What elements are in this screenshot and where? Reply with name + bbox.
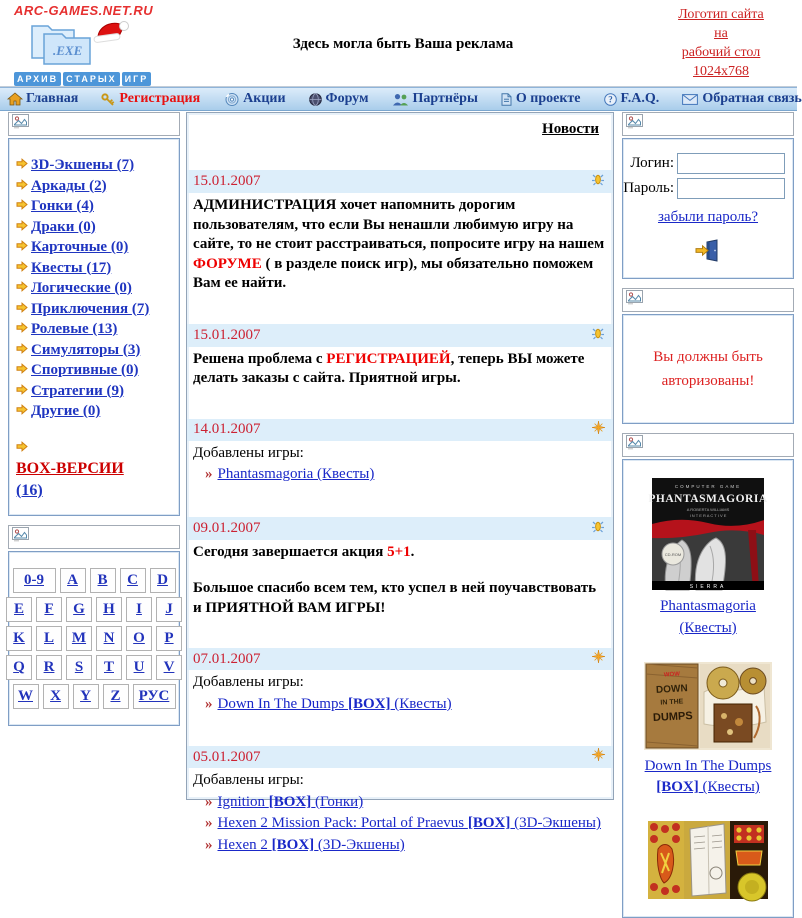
alphabet-cell [133,684,176,709]
broken-image-icon [626,435,643,455]
login-door-icon[interactable] [695,240,721,262]
folders-exe-logo-image [20,18,184,68]
news-item [187,648,613,718]
arrow-icon [16,218,28,238]
alphabet-cell [150,568,176,593]
news-text [193,771,605,791]
santa-hat-icon [94,22,129,43]
category-count: (4) [76,198,94,214]
featured-game [625,807,791,913]
alphabet-link[interactable]: E [13,601,24,618]
categories-box-header [8,112,180,136]
alphabet-row [13,597,175,622]
partners-icon [392,93,409,106]
alphabet-link[interactable]: I [136,601,142,618]
left-sidebar [8,112,180,800]
category-count: (7) [116,157,135,173]
alphabet-link[interactable]: O [133,630,145,647]
alphabet-cell [126,597,152,622]
alphabet-link[interactable]: D [157,572,168,589]
tagline-word: ИГР [122,72,152,86]
svg-text:PHANTASMAGORIA: PHANTASMAGORIA [648,493,768,505]
game-link-line [205,814,605,834]
box-versions-link[interactable] [16,460,124,499]
desktop-logo-line: 1024x768 [693,63,749,79]
news-date: 15.01.2007 [193,326,261,343]
star-icon [592,421,605,439]
main-nav [0,87,802,111]
lamp-icon [591,519,605,538]
alphabet-link[interactable]: R [43,659,55,676]
broken-image-icon [12,527,29,547]
text-segment: Добавлены игры: [193,772,304,789]
right-sidebar [622,112,794,800]
alphabet-cell [156,597,182,622]
news-column [186,112,614,853]
game-link[interactable] [218,696,452,712]
home-icon [8,93,22,106]
text-segment: Hexen 2 Mission Pack: Portal of Praevus [217,815,468,832]
mail-icon [682,94,698,105]
category-item [16,238,175,258]
alphabet-link[interactable]: РУС [138,688,170,705]
category-item [16,218,175,238]
site-logo[interactable] [14,3,184,87]
svg-text:A ROBERTA WILLIAMS: A ROBERTA WILLIAMS [686,507,730,512]
text-segment: Ignition [217,793,269,810]
arrow-icon [16,197,28,217]
news-text [193,196,605,294]
category-count: (9) [106,382,125,399]
alphabet-cell [36,655,62,680]
alphabet-link[interactable]: U [133,659,145,676]
game-link-line [205,465,605,485]
categories-panel [8,138,180,516]
category-item [16,156,175,176]
alphabet-cell [90,568,116,593]
game-link[interactable] [218,466,375,482]
alphabet-cell [66,597,92,622]
alphabet-cell [126,626,152,651]
cd-icon [223,93,239,106]
bullet-icon: » [205,836,213,853]
category-item [16,361,175,381]
alphabet-cell [120,568,146,593]
alphabet-cell [6,626,32,651]
lamp-icon [591,172,605,191]
category-link[interactable]: Спортивные (0) [31,362,139,378]
svg-text:I N T E R A C T I V E: I N T E R A C T I V E [689,513,727,518]
svg-text:SIERRA: SIERRA [689,584,727,590]
broken-image-icon [12,114,29,134]
arrow-icon [16,177,28,197]
phantasmagoria-cover-image[interactable] [629,478,787,590]
alphabet-cell [6,597,32,622]
game-link-line [205,793,605,813]
alphabet-link[interactable]: 0-9 [24,572,44,589]
news-date: 14.01.2007 [193,421,261,437]
news-text [193,543,605,563]
text-segment: Hexen 2 [217,836,272,853]
content-columns [0,112,797,853]
document-icon [501,93,512,106]
desktop-logo-line: Логотип сайта [678,7,764,22]
password-row [623,178,785,199]
alphabet-link[interactable]: Q [13,659,25,676]
nav-item-partners[interactable] [392,91,478,107]
alphabet-row [13,568,175,593]
text-segment: ( в разделе поиск игр), мы обязательно поможем Вам ее найти. [193,255,594,291]
category-link[interactable]: Гонки (4) [31,198,94,214]
alphabet-link[interactable]: J [165,601,173,618]
text-segment: [BOX] [348,695,391,712]
svg-text:COMPUTER GAME: COMPUTER GAME [674,484,742,489]
category-item [16,382,175,402]
nav-item-faq[interactable] [604,91,660,107]
text-segment: (Квесты) [390,695,452,712]
login-box-header [622,112,794,136]
category-count: (0) [114,280,132,296]
ad-banner-text: Здесь могла быть Ваша реклама [292,36,514,52]
forgot-password-link[interactable]: забыли пароль? [657,209,759,225]
category-link[interactable]: Стратегии (9) [31,382,125,399]
alphabet-cell [156,626,182,651]
alphabet-link[interactable]: F [44,601,54,618]
broken-image-icon [626,114,643,134]
alphabet-cell [13,568,56,593]
alphabet-cell [66,626,92,651]
svg-text:?: ? [607,94,613,105]
category-link[interactable]: 3D-Экшены (7) [31,157,135,173]
text-segment: (Гонки) [311,793,364,810]
tagline-word: АРХИВ [14,72,61,86]
desktop-logo-link[interactable] [663,6,779,82]
alphabet-link[interactable]: P [164,630,174,647]
text-segment: [BOX] [656,779,699,796]
arrow-icon [16,437,28,459]
news-date-bar [187,746,613,768]
alphabet-link[interactable]: C [127,572,138,589]
bullet-icon: » [205,815,213,832]
alphabet-link[interactable]: L [43,630,54,647]
arrow-icon [16,259,28,279]
broken-image-icon [626,290,643,310]
nav-item-registration[interactable] [101,91,200,107]
text-segment: Добавлены игры: [193,674,304,691]
category-link[interactable]: Симуляторы (3) [31,341,141,358]
arrow-icon [16,361,28,381]
nav-item-promotions[interactable] [223,91,285,107]
arrow-icon [16,300,28,320]
text-segment: Phantasmagoria (Квесты) [217,466,375,482]
category-item [16,341,175,361]
text-segment: . [410,543,415,560]
ignition-cover-image[interactable] [629,821,787,899]
downinthedumps-cover-image[interactable] [629,662,787,750]
category-item [16,320,175,340]
auth-box-header [622,288,794,312]
tagline-word: СТАРЫХ [63,72,120,86]
game-link-line [205,695,605,715]
login-input[interactable] [677,153,785,174]
alphabet-cell [36,626,62,651]
alphabet-link[interactable]: V [163,659,175,676]
alphabet-link[interactable]: A [67,572,78,589]
nav-item-label: Форум [325,91,369,106]
category-link[interactable]: Логические (0) [31,280,132,296]
text-segment: (3D-Экшены) [510,815,601,832]
box-versions-count: (16) [16,481,43,499]
alphabet-cell [13,684,39,709]
text-segment: , теперь ВЫ можете делать заказы с сайта. Приятной игры. [193,350,585,386]
text-segment: АДМИНИСТРАЦИЯ хочет напомнить дорогим пользователям, что если Вы ненашли любимую игру на сайте, то не стоит расстраиваться, попросите игру на нашем [193,197,605,252]
svg-text:IN THE: IN THE [660,697,684,707]
alphabet-cell [126,655,152,680]
alphabet-cell [73,684,99,709]
category-count: (3) [122,341,141,358]
login-label: Логин: [630,155,674,171]
news-date-bar [187,324,613,347]
desktop-logo-line: на [714,25,728,41]
news-date: 15.01.2007 [193,173,261,189]
site-tagline [14,69,184,87]
alphabet-link[interactable]: B [97,572,108,589]
arrow-icon [16,156,28,176]
alphabet-cell [103,684,129,709]
category-count: (0) [121,362,139,378]
text-segment: Решена проблема с [193,350,327,367]
exe-label: .EXE [53,43,83,58]
text-segment: ФОРУМЕ [193,255,262,272]
alphabet-link[interactable]: X [50,688,61,705]
alphabet-cell [43,684,69,709]
news-body [187,670,613,718]
news-body [187,193,613,296]
news-date-bar [187,419,613,441]
alphabet-index [8,551,180,726]
category-item [16,259,175,279]
category-item [16,300,175,320]
category-link[interactable]: Приключения (7) [31,300,150,317]
arrow-icon [16,402,28,422]
news-body [187,441,613,489]
bullet-icon: » [205,466,213,482]
nav-item-feedback[interactable] [682,91,802,107]
alphabet-link[interactable]: N [103,630,115,647]
featured-game-link[interactable] [633,756,783,800]
alphabet-cell [6,655,32,680]
category-item [16,279,175,299]
featured-games-panel [622,459,794,918]
alphabet-row [13,655,175,680]
header [0,0,797,87]
game-link[interactable] [218,837,405,853]
nav-item-label: Партнёры [412,91,478,106]
alphabet-cell [96,597,122,622]
alphabet-link[interactable]: K [13,630,25,647]
login-row [631,153,785,174]
news-text [193,444,605,464]
alphabet-cell [36,597,62,622]
alphabet-link[interactable]: Z [110,688,121,705]
nav-item-forum[interactable] [309,91,369,107]
alphabet-box-header [8,525,180,549]
arrow-icon [16,320,28,340]
alphabet-link[interactable]: W [18,688,33,705]
svg-text:WOW: WOW [663,670,681,679]
alphabet-link[interactable]: T [103,659,114,676]
featured-game [625,648,791,808]
news-body [187,768,613,859]
alphabet-cell [156,655,182,680]
alphabet-link[interactable]: M [71,630,87,647]
category-count: (0) [78,218,96,235]
category-item [16,177,175,197]
text-segment: Down In The Dumps [217,695,349,712]
password-input[interactable] [677,178,785,199]
nav-item-label: Главная [26,91,79,106]
faq-icon [604,93,617,106]
text-segment: Phantasmagoria (Квесты) [660,598,756,636]
game-link-line [205,836,605,856]
nav-item-home[interactable] [8,91,78,107]
news-date: 09.01.2007 [193,519,261,536]
alphabet-link[interactable]: G [73,601,85,618]
alphabet-link[interactable]: H [103,601,115,618]
text-segment: 5+1 [387,543,411,560]
news-item [187,324,613,391]
news-date: 05.01.2007 [193,748,261,765]
category-count: (2) [89,177,107,194]
news-item [187,419,613,489]
news-text [193,673,605,693]
category-link[interactable]: Квесты (17) [31,259,112,276]
alphabet-link[interactable]: S [74,659,84,676]
text-segment: (3D-Экшены) [314,836,405,853]
text-segment: Сегодня завершается акция [193,543,388,560]
svg-text:DOWN: DOWN [655,682,688,696]
nav-item-label: О проекте [515,91,581,106]
text-segment: Down In The Dumps [644,757,772,774]
star-icon [592,650,605,668]
lamp-icon [591,326,605,345]
bullet-icon: » [205,793,213,810]
category-link[interactable]: Драки (0) [31,218,96,235]
key-icon [101,93,115,106]
category-link[interactable]: Аркады (2) [31,177,107,194]
auth-panel [622,314,794,424]
alphabet-link[interactable]: Y [80,688,91,705]
category-list [9,139,179,427]
featured-game [625,464,791,648]
text-segment: [BOX] [268,793,312,810]
category-link[interactable]: Другие (0) [31,403,101,419]
nav-item-label: Обратная связь [702,91,802,106]
box-versions-item [9,427,179,516]
svg-text:CD-ROM: CD-ROM [664,552,682,557]
text-segment: Большое спасибо всем тем, кто успел в ней поучавствовать и ПРИЯТНОЙ ВАМ ИГРЫ! [193,580,597,616]
nav-item-label: F.A.Q. [620,91,660,106]
game-link[interactable] [218,794,364,810]
login-panel [622,138,794,279]
news-list [187,170,613,859]
text-segment: РЕГИСТРАЦИЕЙ [326,350,451,367]
category-link[interactable]: Карточные (0) [31,239,129,255]
alphabet-row [13,684,175,709]
category-link[interactable]: Ролевые (13) [31,321,118,337]
desktop-logo-line: рабочий стол [681,44,761,60]
news-item [187,517,613,621]
game-link[interactable] [218,815,601,831]
news-body [187,347,613,391]
news-date-bar [187,170,613,193]
alphabet-row [13,626,175,651]
news-item [187,746,613,859]
arrow-icon [16,382,28,402]
nav-item-label: Регистрация [119,91,201,106]
news-text [193,350,605,389]
nav-item-label: Акции [243,91,286,106]
category-item [16,402,175,422]
alphabet-cell [96,655,122,680]
news-date-bar [187,517,613,540]
news-section-title: Новости [542,121,599,137]
text-segment: (Квесты) [698,779,760,796]
category-item [16,197,175,217]
arrow-icon [16,341,28,361]
text-segment: [BOX] [467,815,511,832]
news-date: 07.01.2007 [193,650,261,667]
alphabet-cell [66,655,92,680]
news-text [193,579,605,618]
bullet-icon: » [205,695,213,712]
box-versions-label: BOX-ВЕРСИИ [16,460,124,478]
nav-item-about[interactable] [501,91,581,107]
category-count: (0) [82,403,101,419]
svg-text:DUMPS: DUMPS [652,709,693,724]
category-count: (17) [86,259,112,276]
arrow-icon [16,279,28,299]
category-count: (13) [92,321,118,337]
news-item [187,170,613,296]
alphabet-cell [60,568,86,593]
arrow-icon [16,238,28,258]
site-url-text: ARC-GAMES.NET.RU [14,3,154,18]
news-date-bar [187,648,613,670]
featured-box-header [622,433,794,457]
password-label: Пароль: [623,180,674,196]
star-icon [592,748,605,766]
globe-icon [309,93,322,106]
featured-game-link[interactable] [633,596,783,640]
category-count: (7) [131,300,150,317]
news-body [187,540,613,621]
category-count: (0) [110,239,129,255]
text-segment: Добавлены игры: [193,444,304,461]
text-segment: [BOX] [271,836,315,853]
auth-warning-text: Вы должны быть авторизованы! [653,349,763,389]
alphabet-cell [96,626,122,651]
